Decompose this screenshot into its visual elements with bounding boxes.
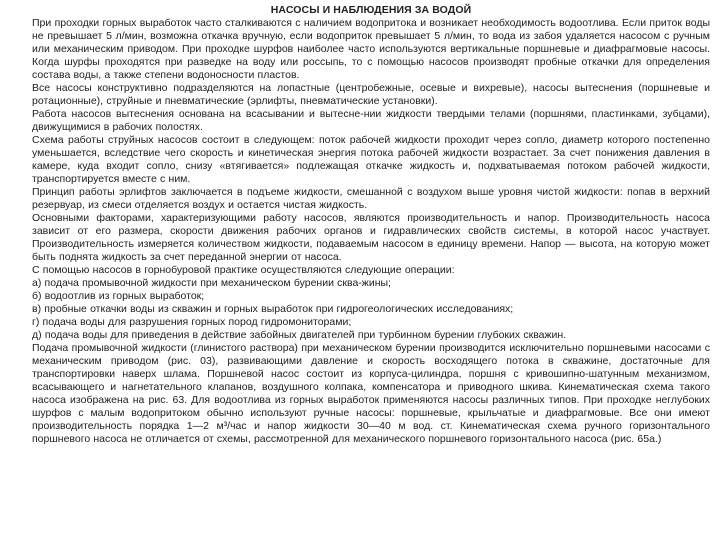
document-body [32,17,710,446]
paragraph-airlift: Принцип работы эрлифтов заключается в подъеме жидкости, смешанной с воздухом выше уровня чистой жидкости: попав в верхний резервуар, из смеси отделяется воздух и остается чистая жидкость. [32,186,710,211]
list-item-b: б) водоотлив из горных выработок; [32,290,205,302]
paragraph-displacement-pumps: Работа насосов вытеснения основана на всасывании и вытесне-нии жидкости твердыми телами (поршнями, пластинками, зубцами), движущимися в рабочих полостях. [32,108,710,133]
list-item-v: в) пробные откачки воды из скважин и горных выработок при гидрогеологических исследованиях; [32,303,514,315]
paragraph-pump-factors: Основными факторами, характеризующими работу насосов, являются производительность и напор. Производительность насоса зависит от его размера, скорости движения рабочих органов и гидравлических свойств системы, в которой насос участвует. Производительность измеряется количеством жидкости, подаваемым насосом в единицу времени. Напор — высота, на которую может быть поднята жидкость за счет переданной энергии от насоса. [32,212,710,263]
paragraph-pump-types: Все насосы конструктивно подразделяются на лопастные (центробежные, осевые и вихревые), насосы вытеснения (поршневые и ротационные), струйные и пневматические (эрлифты, пневматические установки). [32,82,710,107]
list-item-d: д) подача воды для приведения в действие забойных двигателей при турбинном бурении глубоких скважин. [32,329,567,341]
paragraph-piston-pumps: Подача промывочной жидкости (глинистого раствора) при механическом бурении производится исключительно поршневыми насосами с механическим приводом (рис. 03), развивающими давление и скорость восходящего потока в скважине, достаточные для транспортировки наверх шлама. Поршневой насос состоит из корпуса-цилиндра, поршня с кривошипно-шатунным механизмом, всасывающего и нагнетательного клапанов, воздушного колпака, компенсатора и приводного шкива. Кинематическая схема такого насоса изображена на рис. 63. Для водоотлива из горных выработок применяются насосы различных типов. При проходке неглубоких шурфов с малым водопритоком обычно используют ручные насосы: поршневые, крыльчатые и диафрагмовые. Все они имеют производительность порядка 1—2 м³/час и напор жидкости 30—40 м вод. ст. Кинематическая схема ручного горизонтального поршневого насоса не отличается от схемы, рассмотренной для механического поршневого горизонтального насоса (рис. 65а.) [32,342,710,445]
list-item-g: г) подача воды для разрушения горных пород гидромониторами; [32,316,352,328]
paragraph-intro: При проходки горных выработок часто сталкиваются с наличием водопритока и возникает необходимость водоотлива. Если приток воды не превышает 5 л/мин, возможна откачка вручную, если водоприток превышает 5 л/мин, то вода из забоя удаляется насосом с ручным или механическим приводом. При проходке шурфов наиболее часто используются вертикальные поршневые и диафрагмовые насосы. Когда шурфы проходятся при разведке на воду или россыпь, то с помощью насосов производят пробные откачки для определения состава воды, а также степени водоносности пластов. [32,17,710,81]
paragraph-jet-pumps: Схема работы струйных насосов состоит в следующем: поток рабочей жидкости проходит через сопло, диаметр которого постепенно уменьшается, вследствие чего скорость и кинетическая энергия потока рабочей жидкости возрастает. За счет понижения давления в камере, куда входит сопло, снизу «втягивается» подлежащая откачке жидкость и, подхватываемая потоком рабочей жидкости, транспортируется вместе с ним. [32,134,710,185]
paragraph-operations-intro: С помощью насосов в горнобуровой практике осуществляются следующие операции: [32,264,455,276]
list-item-a: а) подача промывочной жидкости при механическом бурении сква-жины; [32,277,391,289]
document-title: НАСОСЫ И НАБЛЮДЕНИЯ ЗА ВОДОЙ [270,4,472,16]
